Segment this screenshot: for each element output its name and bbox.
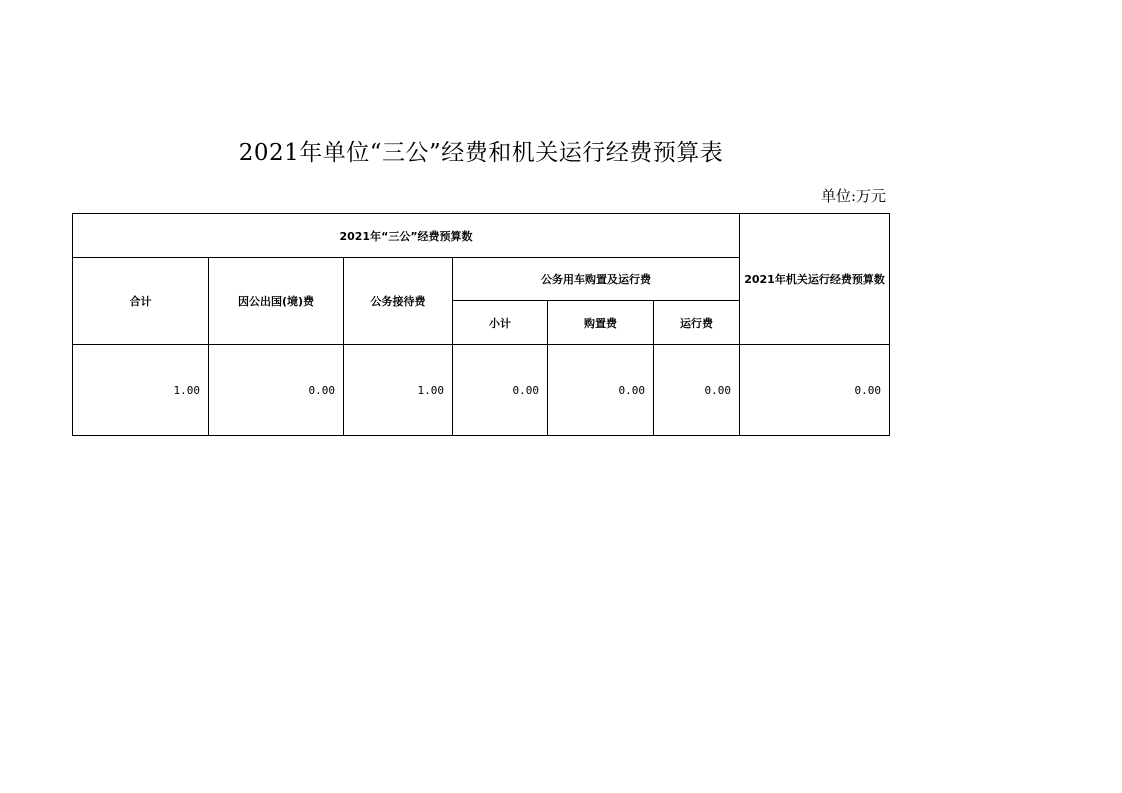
value-purchase: 0.00 <box>548 345 654 436</box>
value-subtotal: 0.00 <box>453 345 548 436</box>
header-vehicle-group: 公务用车购置及运行费 <box>453 258 740 301</box>
value-total: 1.00 <box>73 345 209 436</box>
value-operation: 0.00 <box>654 345 740 436</box>
header-purchase: 购置费 <box>548 301 654 345</box>
header-agency-operation: 2021年机关运行经费预算数 <box>740 214 890 345</box>
document-title: 2021年单位“三公”经费和机关运行经费预算表 <box>238 140 724 166</box>
budget-table <box>72 213 890 436</box>
table-row <box>73 345 890 436</box>
header-total: 合计 <box>73 258 209 345</box>
header-three-public-group: 2021年“三公”经费预算数 <box>73 214 740 258</box>
header-operation: 运行费 <box>654 301 740 345</box>
header-overseas: 因公出国(境)费 <box>209 258 344 345</box>
header-reception: 公务接待费 <box>344 258 453 345</box>
value-overseas: 0.00 <box>209 345 344 436</box>
unit-label: 单位:万元 <box>820 187 886 205</box>
header-row-1 <box>73 214 890 258</box>
value-reception: 1.00 <box>344 345 453 436</box>
header-subtotal: 小计 <box>453 301 548 345</box>
value-agency-operation: 0.00 <box>740 345 890 436</box>
